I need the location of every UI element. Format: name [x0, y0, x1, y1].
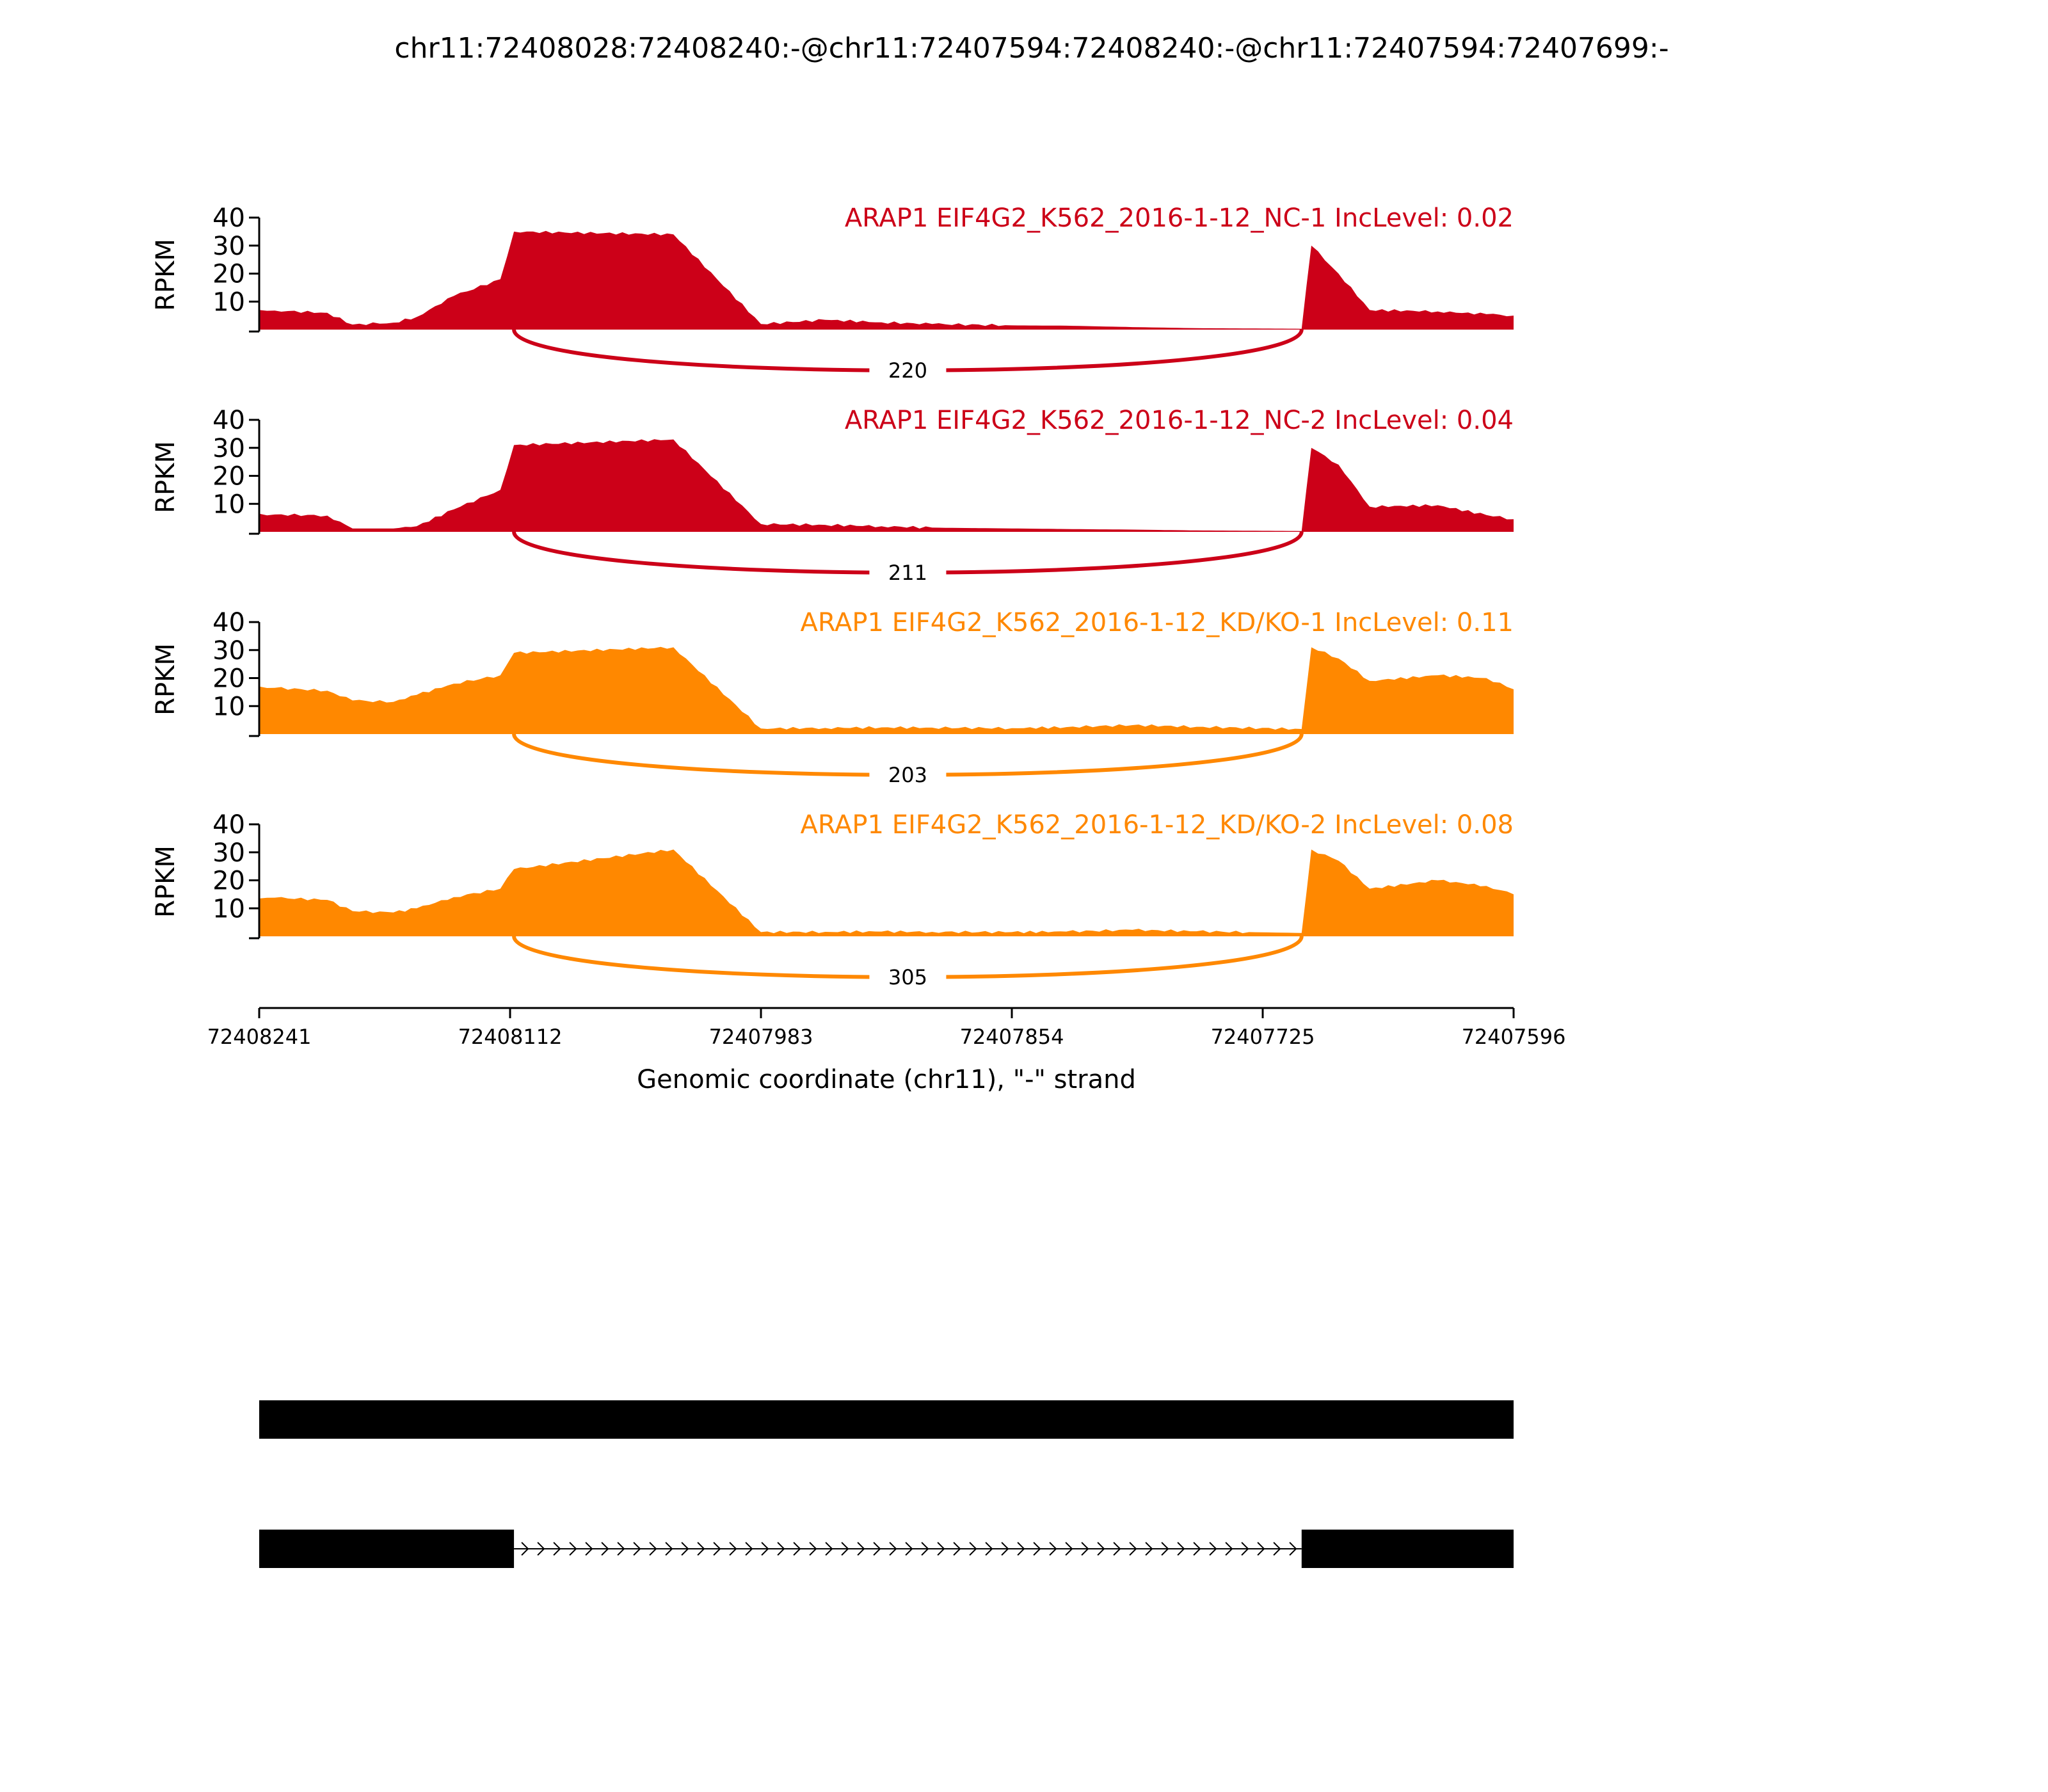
sample-label	[801, 810, 1514, 840]
y-tick-label: 20	[212, 866, 245, 896]
y-tick-label: 40	[212, 810, 245, 840]
chart-title: chr11:72408028:72408240:-@chr11:72407594:72408240:-@chr11:72407594:72407699:-	[394, 32, 1669, 65]
coverage-area	[259, 647, 1514, 734]
y-tick-label: 20	[212, 259, 245, 289]
y-axis-label: RPKM	[151, 239, 180, 311]
y-tick-label: 40	[212, 608, 245, 637]
y-axis-label: RPKM	[151, 441, 180, 513]
sample-name: ARAP1 EIF4G2_K562_2016-1-12_KD/KO-2	[800, 810, 1327, 840]
isoform-model	[259, 1400, 1514, 1439]
x-tick-label: 72408112	[458, 1025, 563, 1049]
y-tick-label: 20	[212, 461, 245, 492]
coverage-panel	[151, 406, 1514, 586]
sample-label	[845, 204, 1514, 233]
x-axis-label: Genomic coordinate (chr11), "-" strand	[637, 1065, 1136, 1094]
inclevel-label: IncLevel: 0.02	[1334, 204, 1514, 233]
inclevel-label: IncLevel: 0.11	[1334, 608, 1514, 637]
y-tick-label: 10	[212, 894, 245, 924]
coverage-area	[259, 231, 1514, 330]
y-tick-label: 40	[212, 204, 245, 233]
coverage-panel	[151, 608, 1514, 788]
junction-count: 203	[888, 763, 927, 787]
x-tick-label: 72407854	[959, 1025, 1064, 1049]
sample-label	[845, 406, 1514, 435]
inclevel-label: IncLevel: 0.04	[1334, 406, 1514, 435]
y-tick-label: 10	[212, 490, 245, 520]
exon-block	[259, 1400, 1514, 1439]
x-tick-label: 72408241	[207, 1025, 312, 1049]
y-tick-label: 40	[212, 406, 245, 435]
coverage-area	[259, 439, 1514, 532]
coverage-panel	[151, 810, 1514, 990]
exon-block	[259, 1530, 514, 1568]
sample-name: ARAP1 EIF4G2_K562_2016-1-12_KD/KO-1	[800, 608, 1327, 637]
coverage-area	[259, 849, 1514, 936]
y-tick-label: 30	[212, 433, 245, 463]
exon-block	[1302, 1530, 1514, 1568]
inclevel-label: IncLevel: 0.08	[1334, 810, 1514, 840]
junction-count: 211	[888, 561, 927, 585]
junction-count: 305	[888, 965, 927, 989]
y-tick-label: 30	[212, 636, 245, 666]
y-tick-label: 30	[212, 838, 245, 868]
coverage-panel	[151, 204, 1514, 383]
sample-label	[801, 608, 1514, 637]
x-tick-label: 72407596	[1461, 1025, 1566, 1049]
y-tick-label: 30	[212, 231, 245, 261]
x-tick-label: 72407983	[708, 1025, 813, 1049]
y-axis-label: RPKM	[151, 643, 180, 716]
y-tick-label: 10	[212, 287, 245, 317]
y-axis-label: RPKM	[151, 845, 180, 918]
junction-count: 220	[888, 358, 927, 383]
sample-name: ARAP1 EIF4G2_K562_2016-1-12_NC-2	[844, 406, 1327, 435]
x-tick-label: 72407725	[1210, 1025, 1315, 1049]
isoform-model	[259, 1530, 1514, 1568]
y-tick-label: 20	[212, 664, 245, 694]
sample-name: ARAP1 EIF4G2_K562_2016-1-12_NC-1	[844, 204, 1327, 233]
y-tick-label: 10	[212, 692, 245, 722]
